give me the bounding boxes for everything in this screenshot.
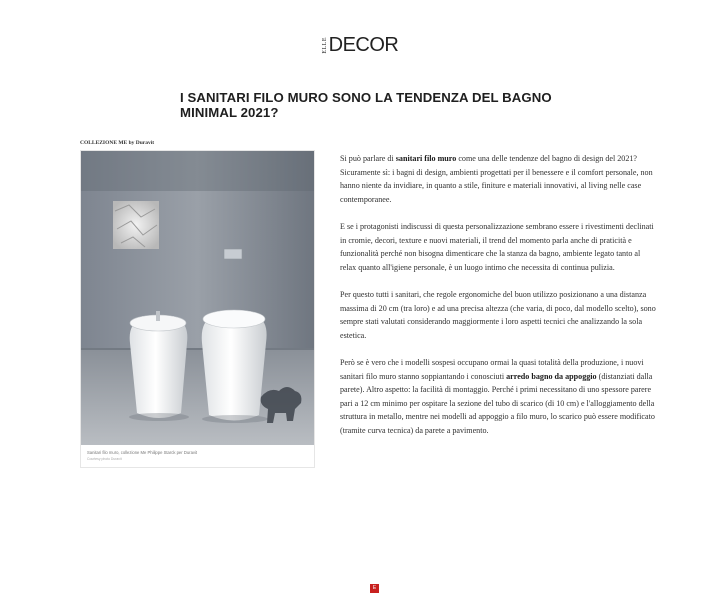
p1-bold: sanitari filo muro <box>395 154 457 163</box>
p4-text-a: Però se è vero che i modelli sospesi occupano ormai la quasi totalità della produzione, i nuovi sanitari filo muro stanno soppiantando i conosciuti <box>340 357 644 381</box>
p4-text-c: (distanziati dalla parete). Altro aspetto: la facilità di montaggio. Perché i primi necessitano di uno spessore parere pari a 12 cm minimo per ospitare la sezione del tubo di scarico (di 10 cm) e l'alloggiamento della struttura in metallo, mentre nei modelli ad appoggio a filo muro, lo scarico può essere modificato (tramite curva tecnica) da parete a pavimento. <box>340 371 655 435</box>
article-paragraph-4 <box>340 356 658 438</box>
photo-credit-badge[interactable]: E <box>370 584 379 593</box>
logo-decor: DECOR <box>328 34 399 56</box>
article-paragraph-3: Per questo tutti i sanitari, che regole ergonomiche del buon utilizzo posizionano a una distanza massima di 20 cm (tra loro) e ad una precisa altezza (che varia, di poco, dal modello scelto), sono sempre stati valutati considerando maggiormente i loro aspetti tecnici che analizzando la sola estetica. <box>340 289 656 340</box>
article-body <box>340 152 658 451</box>
masthead-logo[interactable] <box>0 34 720 57</box>
p1-text-c: come una delle tendenze del bagno di design del 2021? Sicuramente sì: i bagni di design, ambienti progettati per il benessere e il comfort personale, non hanno niente da invidiare, in quanto a stile, finiture e materiali innovativi, al living nelle case contemporanee. <box>340 154 653 204</box>
article-paragraph-2: E se i protagonisti indiscussi di questa personalizzazione sembrano essere i rivestimenti declinati in cromie, decori, texture e nuovi materiali, il trend del momento parla anche di praticità e funzionalità perché non bisogna dimenticare che la stanza da bagno, ambiente legato tanto al relax quanto all'igiene personale, è un luogo intimo che necessita di continua pulizia. <box>340 221 654 272</box>
flush-plate <box>224 249 242 259</box>
p4-bold-link[interactable]: arredo bagno da appoggio <box>506 371 597 381</box>
logo-elle: ELLE <box>321 37 328 54</box>
article-headline: I SANITARI FILO MURO SONO LA TENDENZA DEL BAGNO MINIMAL 2021? <box>180 90 552 120</box>
image-caption-sub: Courtesy photo Duravit <box>87 457 122 461</box>
bathroom-photo[interactable] <box>81 151 314 445</box>
image-credit: COLLEZIONE ME by Duravit <box>80 140 155 146</box>
p1-text-a: Si può parlare di <box>340 154 396 163</box>
bathroom-illustration <box>81 151 314 445</box>
article-paragraph-1 <box>340 152 658 206</box>
wall-tile <box>113 201 159 249</box>
image-caption: Sanitari filo muro, collezione Me Philippe Starck per Duravit <box>87 450 198 455</box>
